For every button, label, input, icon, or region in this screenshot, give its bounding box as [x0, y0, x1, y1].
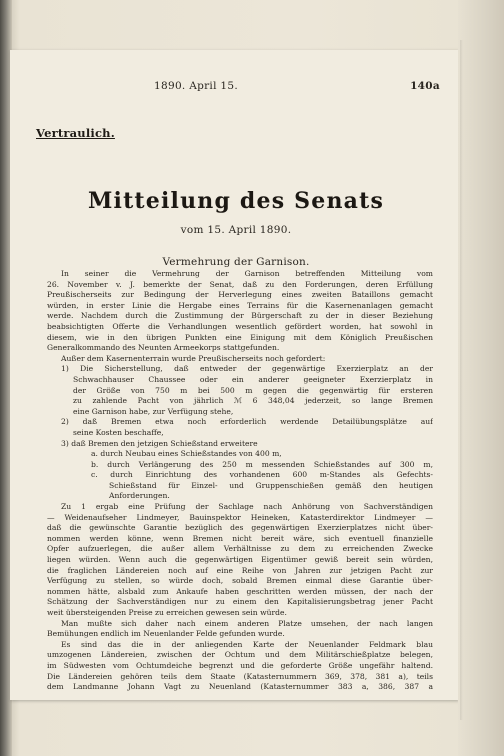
body-line: Schwachhauser Chaussee oder ein anderer geeigneter Exerzierplatz in: [73, 374, 433, 384]
body-line: seine Kosten beschaffe,: [73, 427, 164, 437]
body-line: werde. Nachdem durch die Zustimmung der Bürgerschaft zu der in dieser Beziehung: [47, 311, 433, 321]
document-title: Mitteilung des Senats: [87, 188, 385, 214]
body-line: würden, in erster Linie die Hergabe eines Terrains für die Kasernenanlagen gemacht: [47, 300, 433, 310]
body-line: Zu 1 ergab eine Prüfung der Sachlage nach Anhörung von Sachverständigen: [61, 502, 433, 512]
body-line: 1) Die Sicherstellung, daß entweder der gegenwärtige Exerzierplatz an der: [61, 364, 433, 374]
body-line: Bemühungen endlich im Neuenlander Felde gefunden wurde.: [47, 629, 285, 639]
body-line: c. durch Einrichtung des vorhandenen 600 m-Standes als Gefechts-: [91, 470, 433, 480]
body-line: Die Ländereien gehören teils dem Staate (Katasternummern 369, 378, 381 a), teils: [47, 671, 433, 681]
next-page-strip: [458, 0, 504, 756]
section-heading: Vermehrung der Garnison.: [162, 256, 310, 268]
body-line: daß die gewünschte Garantie bezüglich des gegenwärtigen Exerzierplatzes nicht über-: [47, 523, 433, 533]
confidential-label: Vertraulich.: [36, 126, 115, 140]
body-line: Opfer aufzuerlegen, die außer allem Verhältnisse zu dem zu erreichenden Zwecke: [47, 544, 433, 554]
body-line: die fraglichen Ländereien noch auf eine Reihe von Jahren zur jetzigen Pacht zur: [47, 565, 433, 575]
body-line: 3) daß Bremen den jetzigen Schießstand erweitere: [61, 438, 258, 448]
body-line: In seiner die Vermehrung der Garnison betreffenden Mitteilung vom: [61, 269, 433, 278]
body-line: Preußischerseits zur Bedingung der Herverlegung eines zweiten Bataillons gemacht: [47, 290, 433, 300]
body-line: 26. November v. J. bemerkte der Senat, daß zu den Forderungen, deren Erfüllung: [47, 279, 433, 289]
body-line: 2) daß Bremen etwa noch erforderlich werdende Detailübungsplätze auf: [61, 417, 433, 427]
body-line: weit übersteigenden Preise zu erreichen gewesen sein würde.: [47, 608, 287, 617]
running-header: [26, 80, 456, 94]
body-line: nommen werden könne, wenn Bremen nicht bereit wäre, sich eventuell finanzielle: [47, 533, 433, 543]
body-line: Anforderungen.: [109, 491, 170, 501]
body-line: a. durch Neubau eines Schießstandes von 400 m,: [91, 449, 282, 459]
header-date: 1890. April 15.: [154, 80, 238, 92]
body-line: Außer dem Kasernenterrain wurde Preußischerseits noch gefordert:: [61, 353, 326, 363]
body-line: Es sind das die in der anliegenden Karte der Neuenlander Feldmark blau: [61, 639, 433, 649]
body-line: diesem, wie in den übrigen Punkten eine Einigung mit dem Königlich Preußischen: [47, 332, 433, 342]
page-number: 140a: [410, 80, 440, 92]
body-line: Man mußte sich daher nach einem anderen Platze umsehen, der nach langen: [61, 618, 433, 628]
body-line: b. durch Verlängerung des 250 m messenden Schießstandes auf 300 m,: [91, 459, 433, 469]
body-line: zu zahlende Pacht von jährlich ℳ 6 348,04 jederzeit, so lange Bremen: [73, 396, 433, 406]
body-line: dem Landmanne Johann Vagt zu Neuenland (Katasternummer 383 a, 386, 387 a: [47, 682, 433, 692]
body-line: im Südwesten vom Ochtumdeiche begrenzt und die geforderte Größe ungefähr haltend.: [47, 660, 433, 670]
body-line: Schätzung der Sachverständigen nur zu einem den Kapitalisierungsbetrag jener Pacht: [47, 597, 433, 607]
body-line: nommen hätte, alsbald zum Ankaufe haben geschritten werden müssen, der nach der: [47, 586, 433, 596]
body-line: Verfügung zu stellen, so würde doch, sobald Bremen einmal diese Garantie über-: [47, 576, 433, 586]
body-text: [47, 269, 433, 693]
body-line: eine Garnison habe, zur Verfügung stehe,: [73, 406, 234, 416]
body-line: umzogenen Ländereien, zwischen der Ochtum und dem Militärschießplatze belegen,: [47, 650, 433, 660]
body-line: der Größe von 750 m bei 500 m gegen die gegenwärtig für ersteren: [73, 385, 433, 395]
body-line: beabsichtigten Offerte die Verhandlungen wesentlich gefördert worden, hat sowohl in: [47, 321, 433, 331]
body-line: Generalkommando des Neunten Armeekorps stattgefunden.: [47, 343, 280, 353]
document-subtitle: vom 15. April 1890.: [180, 224, 292, 236]
body-line: liegen würden. Wenn auch die gegenwärtigen Eigentümer gewiß bereit sein würden,: [47, 555, 433, 565]
body-line: Schießstand für Einzel- und Gruppenschießen gemäß den heutigen: [109, 480, 433, 490]
body-line: — Weidenaufseher Lindmeyer, Bauinspektor Heineken, Katasterdirektor Lindmeyer —: [47, 512, 433, 522]
